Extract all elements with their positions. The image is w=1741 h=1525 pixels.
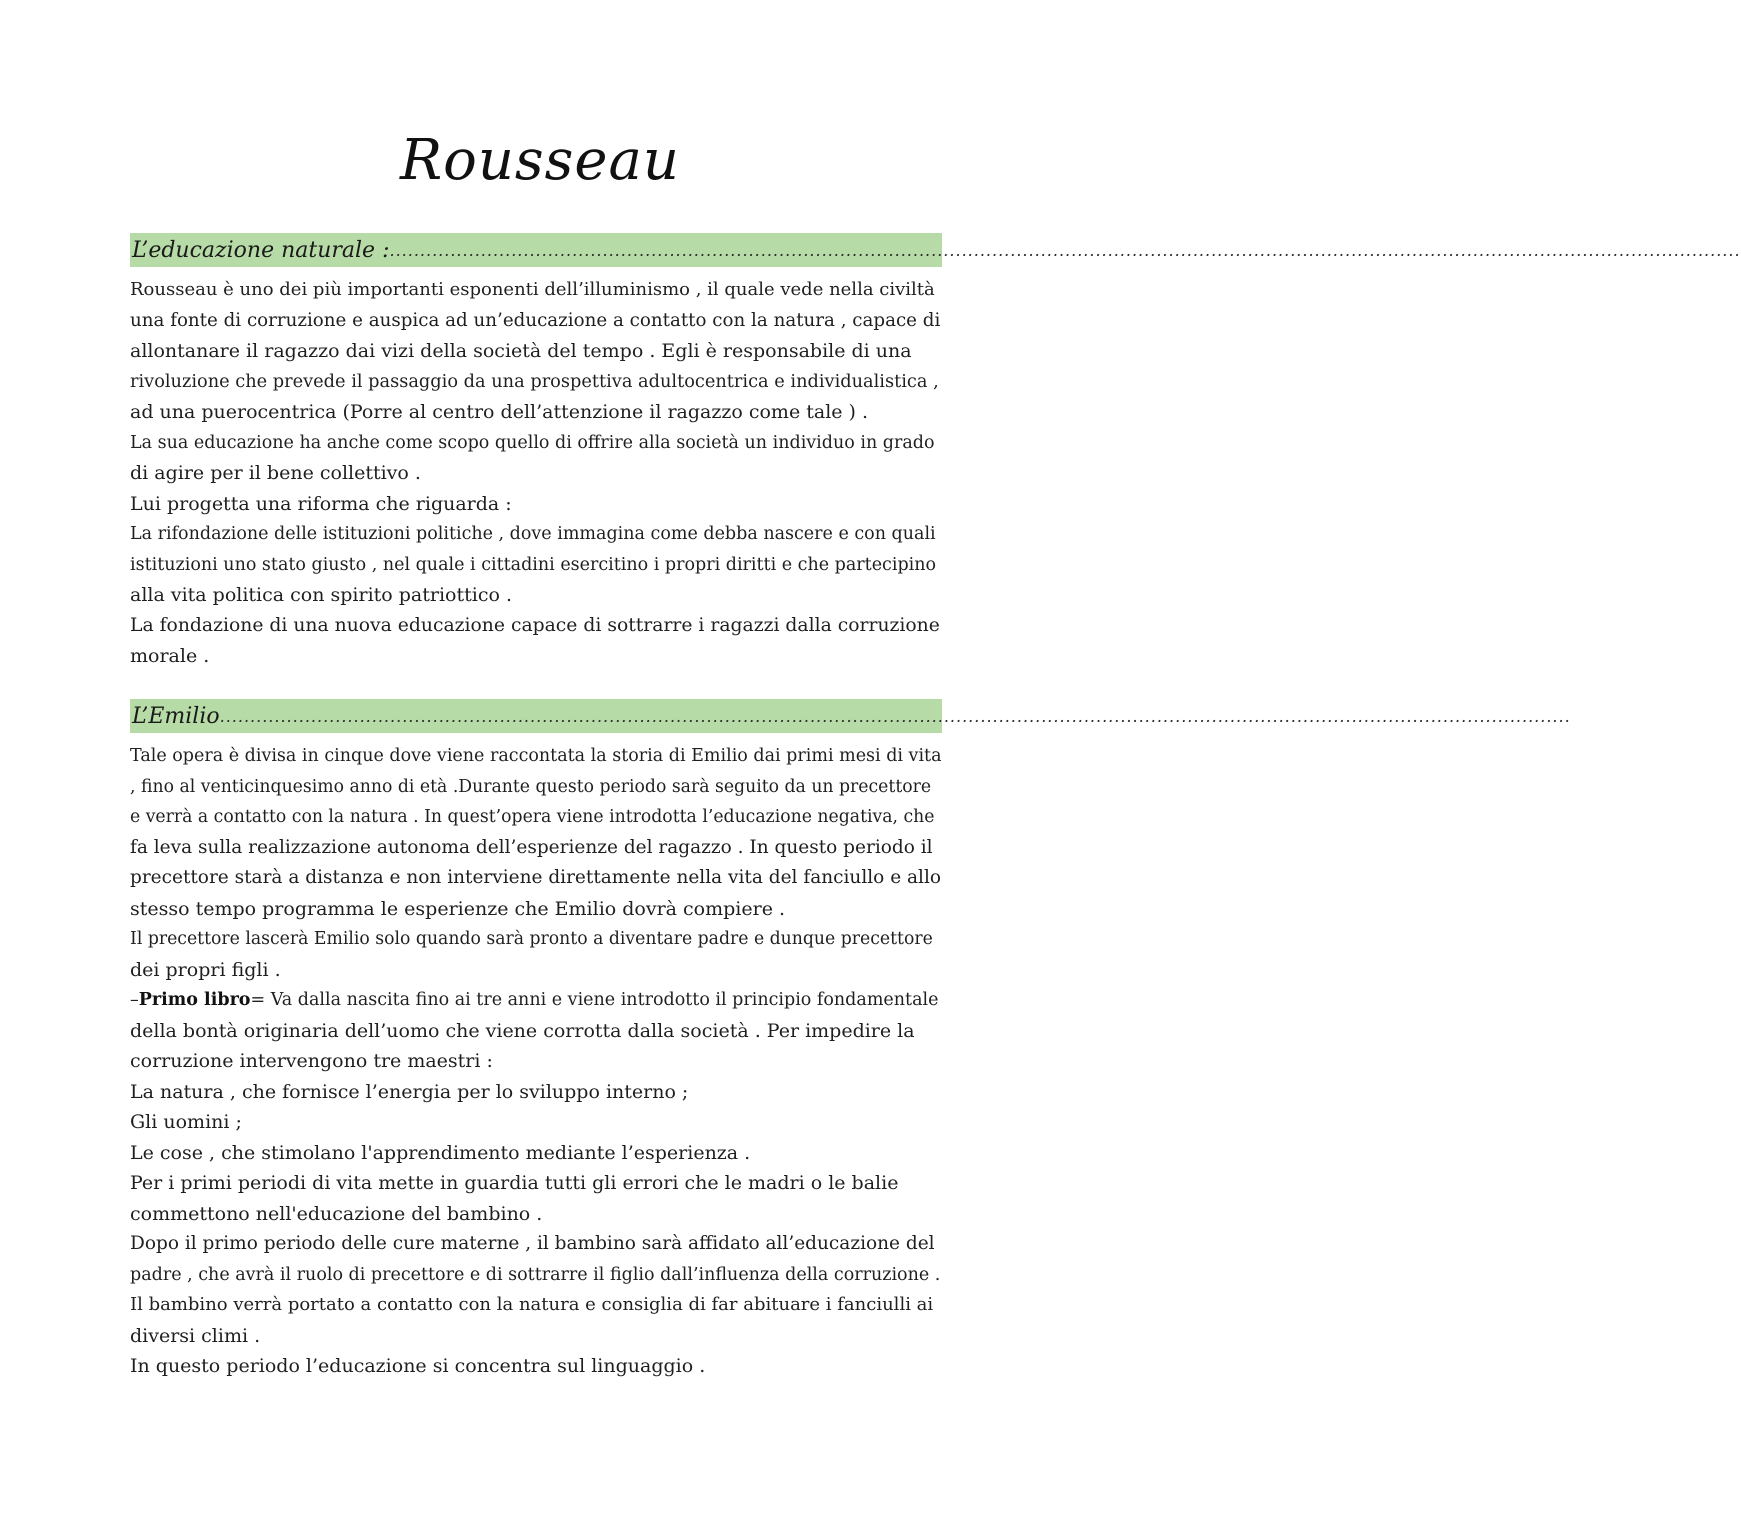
paragraph-line: dei propri figli . [130, 958, 281, 981]
paragraph-line: fa leva sulla realizzazione autonoma dell’esperienze del ragazzo . In questo periodo il [130, 836, 933, 858]
paragraph-line: e verrà a contatto con la natura . In quest’opera viene introdotta l’educazione negativa, che [130, 807, 935, 827]
section-body [130, 275, 942, 672]
paragraph-line: di agire per il bene collettivo . [130, 462, 421, 484]
paragraph-line: rivoluzione che prevede il passaggio da una prospettiva adultocentrica e individualistica , [130, 371, 939, 392]
paragraph-line: La natura , che fornisce l’energia per lo sviluppo interno ; [130, 1080, 689, 1103]
paragraph-line: stesso tempo programma le esperienze che Emilio dovrà compiere . [130, 897, 786, 920]
paragraph-line: In questo periodo l’educazione si concentra sul linguaggio . [130, 1355, 706, 1377]
paragraph-line: ad una puerocentrica (Porre al centro dell’attenzione il ragazzo come tale ) . [130, 401, 869, 423]
paragraph-line: Il precettore lascerà Emilio solo quando sarà pronto a diventare padre e dunque precettore [130, 929, 933, 949]
section-heading-bar [130, 233, 1741, 267]
dash-prefix: – [130, 990, 139, 1010]
paragraph-line: La sua educazione ha anche come scopo quello di offrire alla società un individuo in grado [130, 432, 935, 453]
page-title: Rousseau [399, 128, 680, 193]
paragraph-line: diversi climi . [130, 1324, 261, 1347]
paragraph-line: La rifondazione delle istituzioni politiche , dove immagina come debba nascere e con quali [130, 524, 936, 544]
paragraph-line: Rousseau è uno dei più importanti esponenti dell’illuminismo , il quale vede nella civiltà [130, 279, 935, 300]
paragraph-line: Tale opera è divisa in cinque dove viene raccontata la storia di Emilio dai primi mesi di vita [130, 746, 942, 766]
paragraph-line: La fondazione di una nuova educazione capace di sottrarre i ragazzi dalla corruzione [130, 614, 940, 636]
paragraph-line: commettono nell'educazione del bambino . [130, 1202, 543, 1225]
section-heading: L’educazione naturale : [132, 237, 390, 263]
section-body [130, 741, 942, 1382]
primo-libro-label: Primo libro [138, 990, 251, 1010]
paragraph-line: alla vita politica con spirito patriottico . [130, 584, 512, 606]
paragraph-line: Il bambino verrà portato a contatto con la natura e consiglia di far abituare i fanciulli ai [130, 1294, 934, 1315]
primo-libro-text: = Va dalla nascita fino ai tre anni e viene introdotto il principio fondamentale [250, 990, 939, 1010]
paragraph-line: precettore starà a distanza e non interviene direttamente nella vita del fanciullo e allo [130, 867, 942, 888]
paragraph-line: Le cose , che stimolano l'apprendimento mediante l’esperienza . [130, 1141, 751, 1164]
section-heading-bar [130, 699, 1571, 733]
paragraph-line: allontanare il ragazzo dai vizi della società del tempo . Egli è responsabile di una [130, 340, 912, 362]
paragraph-line: , fino al venticinquesimo anno di età .Durante questo periodo sarà seguito da un precettore [130, 776, 932, 797]
section-heading: L’Emilio [132, 703, 220, 729]
heading-dot-leader: .............................................................................................................................................................................................................................. [389, 240, 1741, 260]
paragraph-line: istituzioni uno stato giusto , nel quale i cittadini esercitino i propri diritti e che partecipino [130, 554, 937, 575]
paragraph-line: padre , che avrà il ruolo di precettore e di sottrarre il figlio dall’influenza della corruzione . [130, 1264, 941, 1285]
paragraph-line: Dopo il primo periodo delle cure materne , il bambino sarà affidato all’educazione del [130, 1233, 935, 1254]
paragraph-line: corruzione intervengono tre maestri : [130, 1050, 493, 1072]
paragraph-line: della bontà originaria dell’uomo che viene corrotta dalla società . Per impedire la [130, 1019, 915, 1042]
primo-libro-line [130, 985, 942, 1016]
paragraph-line: una fonte di corruzione e auspica ad un’educazione a contatto con la natura , capace di [130, 309, 941, 331]
paragraph-line: Lui progetta una riforma che riguarda : [130, 492, 512, 515]
paragraph-line: Gli uomini ; [130, 1111, 242, 1133]
paragraph-line: morale . [130, 645, 210, 667]
paragraph-line: Per i primi periodi di vita mette in guardia tutti gli errori che le madri o le balie [130, 1172, 899, 1194]
heading-dot-leader: .............................................................................................................................................................................................................................. [219, 706, 1571, 726]
